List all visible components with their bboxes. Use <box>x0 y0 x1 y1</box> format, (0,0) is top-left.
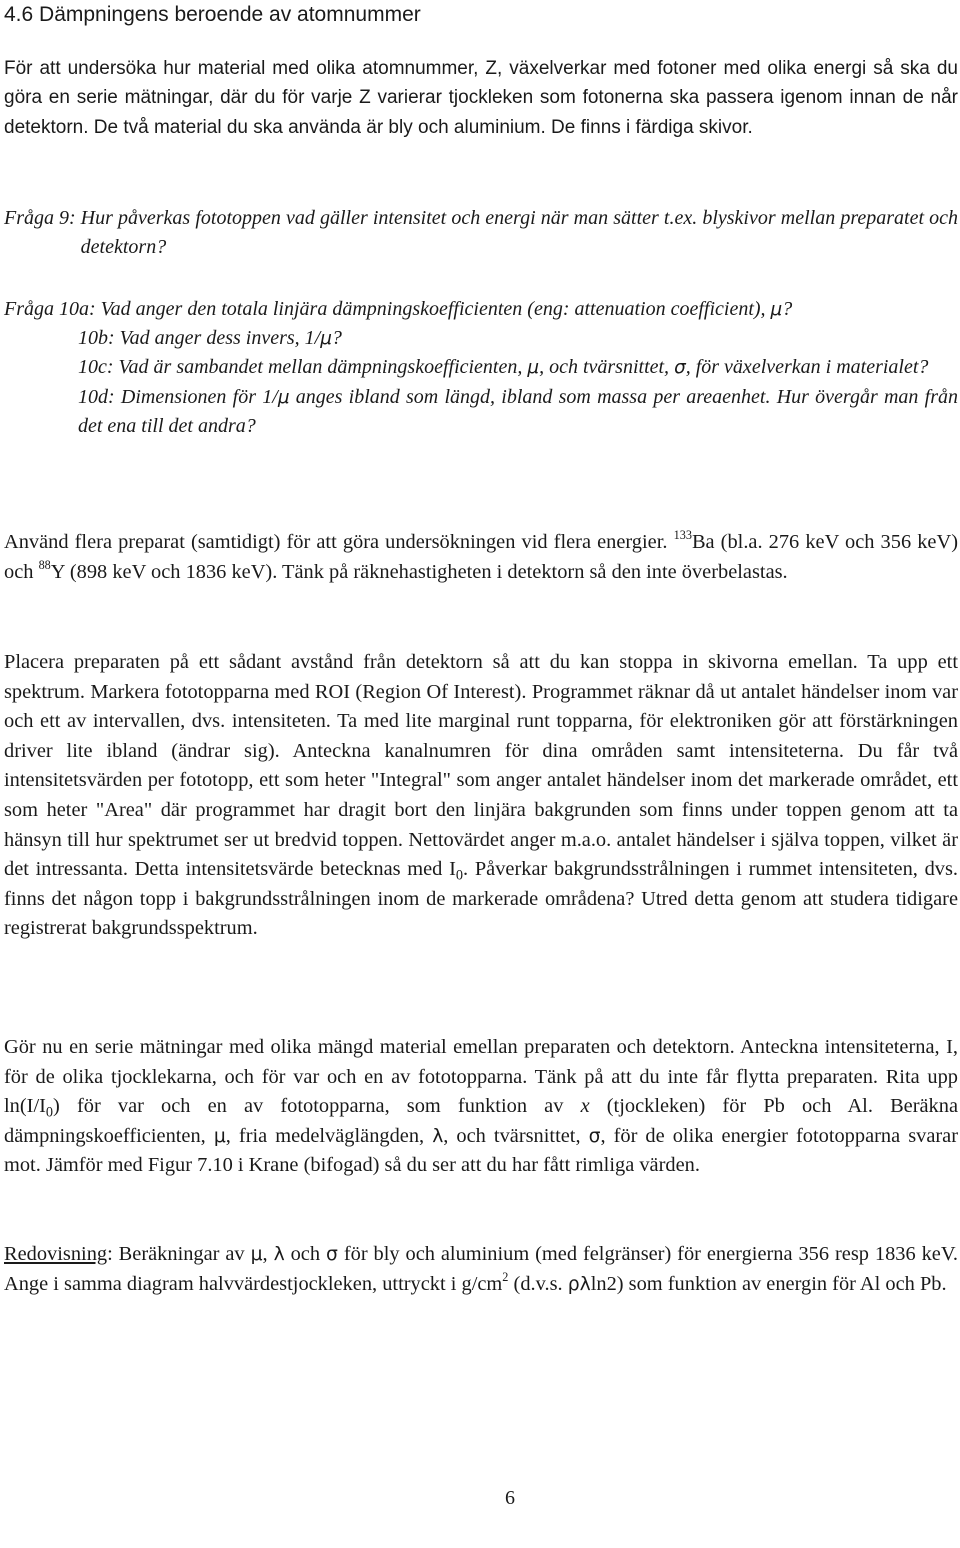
question-10c: 10c: Vad är sambandet mellan dämpningskoefficienten, μ, och tvärsnittet, σ, för växelverkan i materialet? <box>78 356 929 379</box>
paragraph-sources: Använd flera preparat (samtidigt) för att göra undersökningen vid flera energier. $^{133}$Ba (bl.a. 276 keV och 356 keV) och $^{88}$Y (898 keV och 1836 keV). Tänk på räknehastigheten i detektorn så den inte överbelastas. <box>4 527 958 583</box>
question-9 <box>4 204 958 262</box>
question-10b: 10b: Vad anger dess invers, 1/μ? <box>78 327 342 350</box>
question-9-text: Hur påverkas fototoppen vad gäller intensitet och energi när man sätter t.ex. blyskivor mellan preparatet och detektorn? <box>80 207 958 259</box>
section-heading: 4.6 Dämpningens beroende av atomnummer <box>4 3 421 26</box>
intro-paragraph: För att undersöka hur material med olika atomnummer, Z, växelverkar med fotoner med olika energi så ska du göra en serie mätningar, där du för varje Z varierar tjockleken som fotonerna ska passera igenom innan de når detektorn. De två material du ska använda är bly och aluminium. De finns i färdiga skivor. <box>4 58 958 138</box>
paragraph-series: Gör nu en serie mätningar med olika mängd material emellan preparaten och detektorn. Anteckna intensiteterna, I, för de olika tjocklekarna, och för var och en av fototopparna. Tänk på att du inte får flytta preparaten. Rita upp $\ln(I/I_0)$ för var och en av fototopparna, som funktion av x (tjockleken) för Pb och Al. Beräkna dämpningskoefficienten, μ, fria medelväglängden, λ, och tvärsnittet, σ, för de olika energier fototopparna svarar mot. Jämför med Figur 7.10 i Krane (bifogad) så du ser att du har fått rimliga värden. <box>4 1036 958 1177</box>
paragraph-report: Redovisning: Beräkningar av μ, λ och σ för bly och aluminium (med felgränser) för energierna 356 resp 1836 keV. Ange i samma diagram halvvärdestjockleken, uttryckt i $g/cm^2$ (d.v.s. ρλln2) som funktion av energin för Al och Pb. <box>4 1243 959 1295</box>
paragraph-measurement: Placera preparaten på ett sådant avstånd från detektorn så att du kan stoppa in skivorna emellan. Ta upp ett spektrum. Markera fototopparna med ROI (Region Of Interest). Programmet räknar då ut antalet händelser inom var och ett av intervallen, dvs. intensiteten. Ta med lite marginal runt topparna, för elektroniken gör att förstärkningen driver lite ibland (ändrar sig). Anteckna kanalnumren för dina områden samt intensiteterna. Du får två intensitetsvärden per fototopp, ett som heter "Integral" som anger antalet händelser inom det markerade området, ett som heter "Area" där programmet har dragit bort den linjära bakgrunden som finns under toppen genom att ta hänsyn till hur spektrumet ser ut bredvid toppen. Nettovärdet anger m.a.o. antalet händelser i själva toppen, vilket är det intressanta. Detta intensitetsvärde betecknas med $I_0$. Påverkar bakgrundsstrålningen i rummet intensiteten, dvs. finns det någon topp i bakgrundsstrålningen inom de markerade områdena? Utred detta genom att studera tidigare registrerat bakgrundsspektrum. <box>4 651 958 940</box>
question-9-label: Fråga 9: <box>4 207 76 229</box>
report-label: Redovisning <box>4 1243 108 1265</box>
question-10a-label: Fråga 10a: <box>4 298 96 320</box>
page-number: 6 <box>505 1487 515 1509</box>
question-10 <box>4 295 958 441</box>
question-10a-text: Vad anger den totala linjära dämpningskoefficienten (eng: attenuation coefficient), μ? <box>100 298 793 320</box>
question-10d: 10d: Dimensionen för 1/μ anges ibland som längd, ibland som massa per areaenhet. Hur övergår man från det ena till det andra? <box>78 385 958 437</box>
